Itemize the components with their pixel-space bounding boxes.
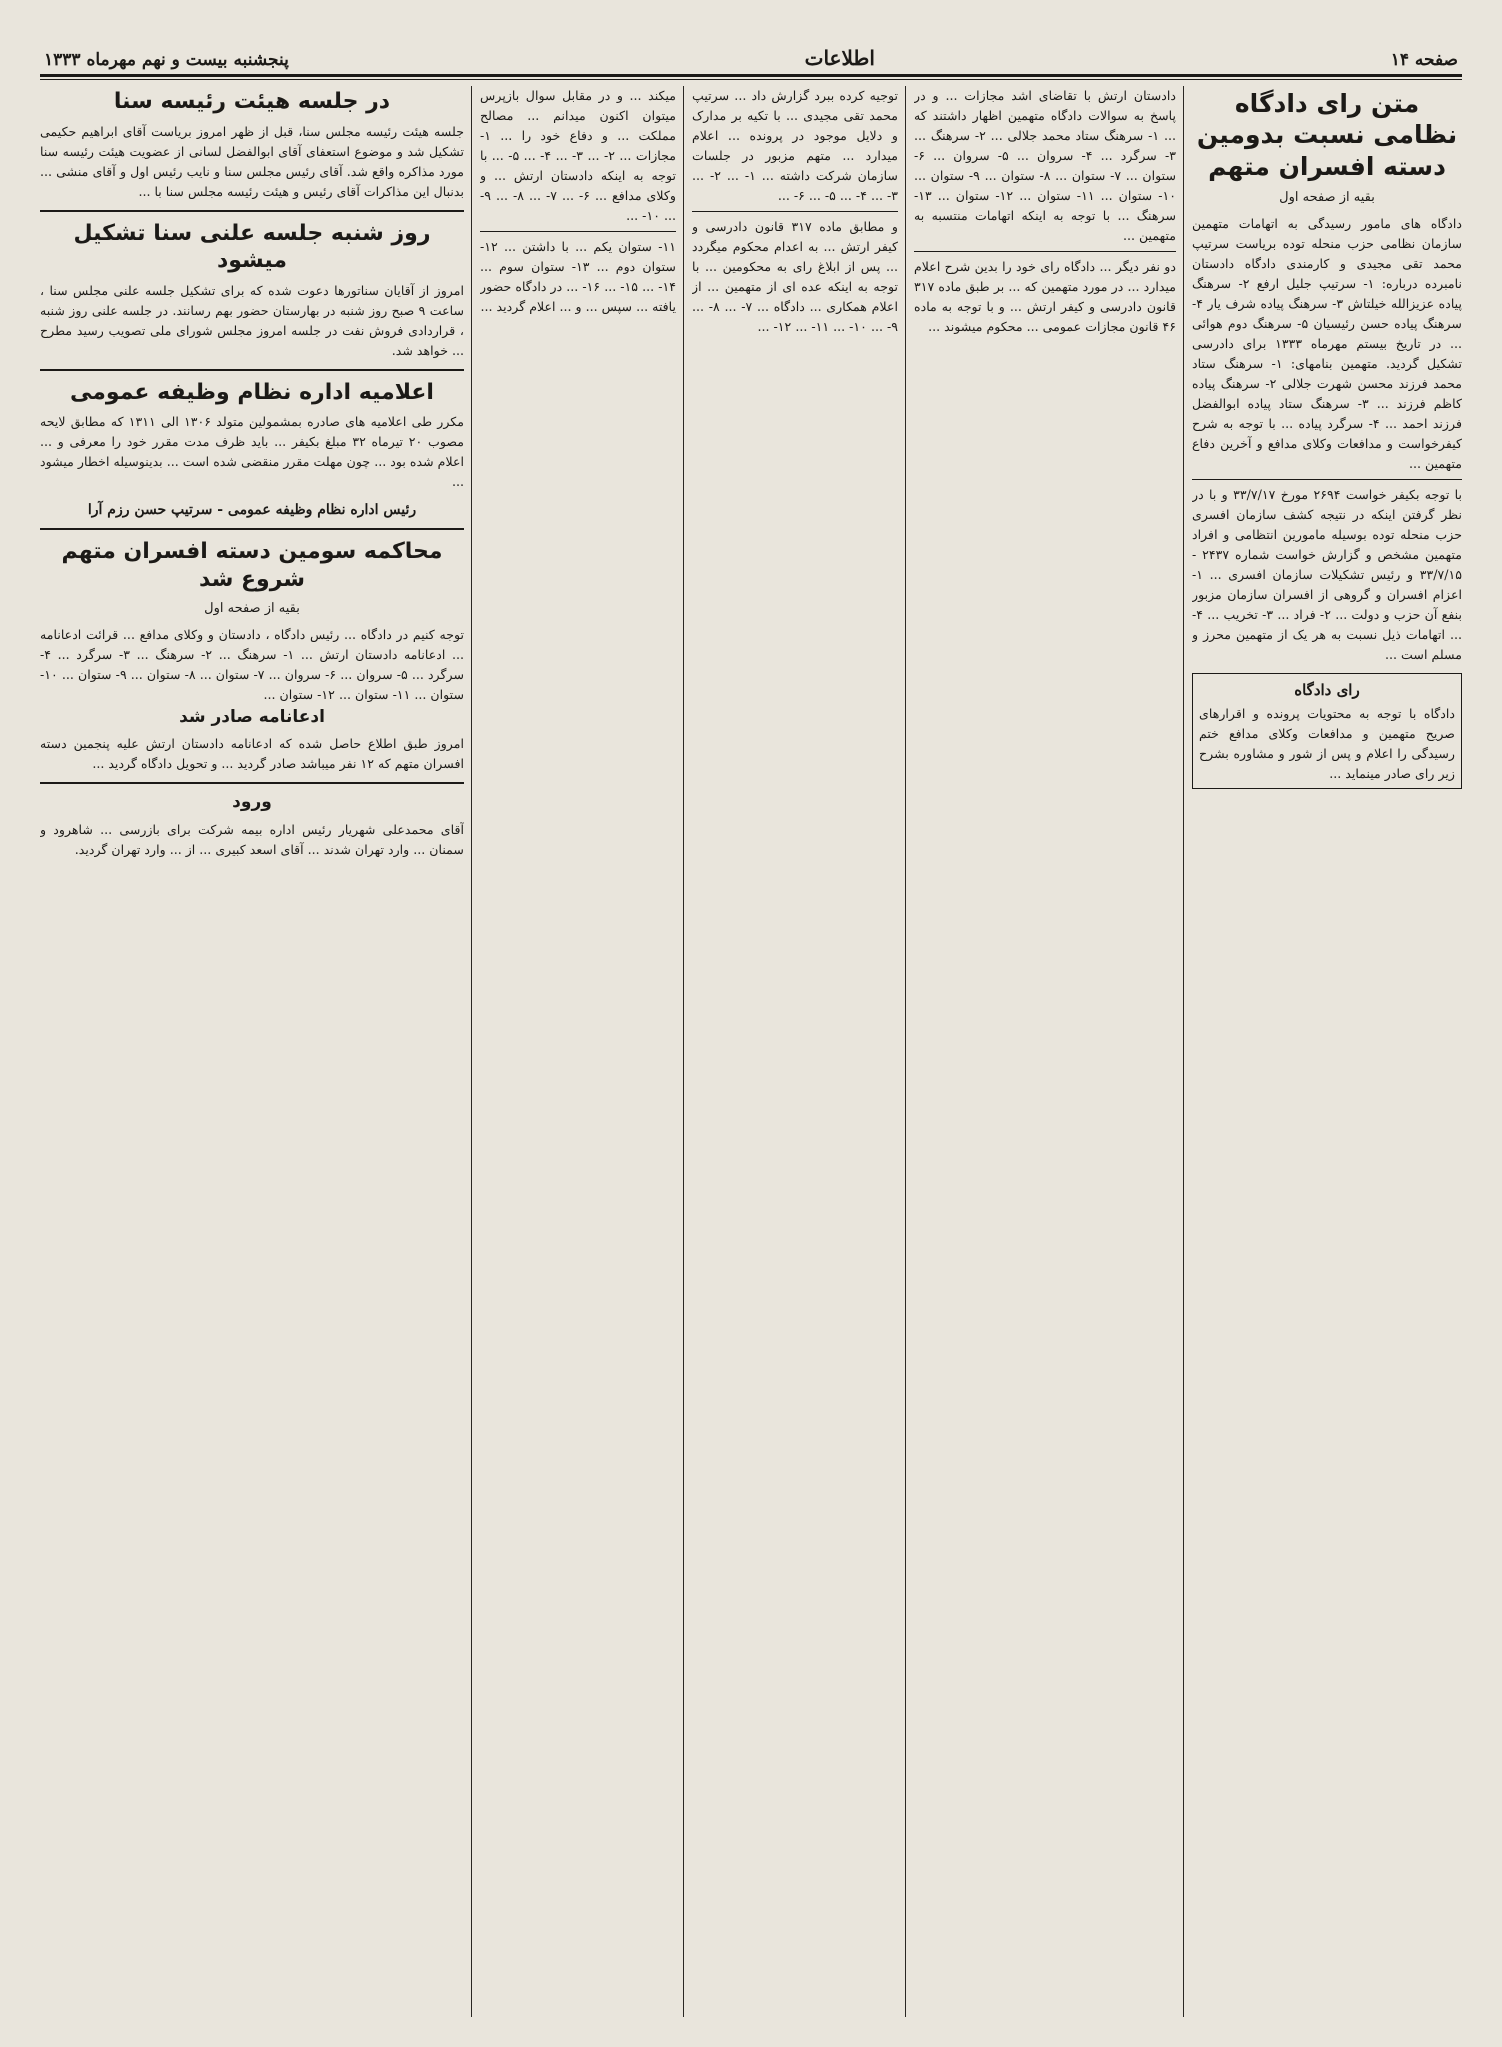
indictment-body: امروز طبق اطلاع حاصل شده که ادعانامه دادستان ارتش علیه پنجمین دسته افسران متهم که ۱۲ نفر میباشد صادر گردید ... و تحویل دادگاه گردید ... xyxy=(40,736,464,772)
masthead-rule-thin xyxy=(40,79,1462,80)
col3-body-1: توجیه کرده ببرد گزارش داد ... سرتیپ محمد تقی مجیدی ... با تکیه بر مدارک و دلایل موجود در پرونده ... اعلام میدارد ... متهم مزبور در جلسات سازمان شرکت داشته ... ۱- ... ۲- ... ۳- ... ۴- ... ۵- ... ۶- ... xyxy=(692,88,898,203)
conscription-signature: رئیس اداره نظام وظیفه عمومی - سرتیپ حسن رزم آرا xyxy=(87,502,417,518)
conscription-headline: اعلامیه اداره نظام وظیفه عمومی xyxy=(70,379,434,405)
senate-session-headline: روز شنبه جلسه علنی سنا تشکیل میشود xyxy=(73,220,431,273)
col2-body-1: دادستان ارتش با تقاضای اشد مجازات ... و در پاسخ به سوالات دادگاه متهمین اظهار داشتند که ... ۱- سرهنگ ستاد محمد جلالی ... ۲- سرهنگ ... ۳- سرگرد ... ۴- سروان ... ۵- سروان ... ۶- ستوان ... ۷- ستوان ... ۸- ستوان ... ۹- ستوان ... ۱۰- ستوان ... ۱۱- ستوان ... ۱۲- ستوان ... ۱۳- سرهنگ ... با توجه به اینکه اتهامات منتسبه به متهمین ... xyxy=(914,88,1176,243)
col4-body-2: ۱۱- ستوان یکم ... با داشتن ... ۱۲- ستوان دوم ... ۱۳- ستوان سوم ... ۱۴- ... ۱۵- ... ۱۶- ... در دادگاه حضور یافته ... سپس ... و ... اعلام گردید ... xyxy=(480,239,676,314)
indictment-headline: ادعانامه صادر شد xyxy=(179,707,325,727)
senate-body: جلسه هیئت رئیسه مجلس سنا، قبل از ظهر امروز بریاست آقای ابراهیم حکیمی تشکیل شد و موضوع استعفای آقای ابوالفضل لسانی از عضویت هیئت رئیسه سنا مورد مذاکره واقع شد. آقای رئیس مجلس سنا و نایب رئیس اول و آقای منشی ... بدنبال این مذاکرات آقای رئیس و هیئت رئیسه مجلس سنا با ... xyxy=(40,123,464,199)
divider xyxy=(40,782,464,784)
column-3 xyxy=(692,86,898,2017)
column-separator xyxy=(1183,86,1184,2017)
senate-headline: در جلسه هیئت رئیسه سنا xyxy=(113,89,391,114)
col1-body-2: با توجه بکیفر خواست ۲۶۹۴ مورخ ۳۳/۷/۱۷ و با در نظر گرفتن اینکه در نتیجه کشف سازمان افسری حزب منحله توده بوسیله مامورین انتظامی و افراد متهمین مشخص و گزارش خواست شماره ۲۴۳۷ - ۳۳/۷/۱۵ و رئیس تشکیلات سازمان افسری ... ۱- اعزام افسران و گروهی از افسران سازمان مزبور بنفع آن حزب و دولت ... ۲- فراد ... ۳- تخریب ... ۴- ... اتهامات ذیل نسبت به هر یک از متهمین محرز و مسلم است ... xyxy=(1192,486,1462,662)
trial-continued: بقیه از صفحه اول xyxy=(204,601,300,616)
trial-body: توجه کنیم در دادگاه ... رئیس دادگاه ، دادستان و وکلای مدافع ... قرائت ادعانامه ... ادعانامه دادستان ارتش ... ۱- سرهنگ ... ۲- سرهنگ ... ۳- سرگرد ... ۴- سرگرد ... ۵- سروان ... ۶- سروان ... ۷- ستوان ... ۸- ستوان ... ۹- ستوان ... ۱۰- ستوان ... ۱۱- ستوان ... ۱۲- ستوان ... xyxy=(40,627,464,702)
col1-body-1: دادگاه های مامور رسیدگی به اتهامات متهمین سازمان نظامی حزب منحله توده بریاست سرتیپ محمد تقی مجیدی و کارمندی دادگاه دادستان نامبرده درباره: ۱- سرتیپ جلیل ارفع ۲- سرهنگ پیاده عزیزالله خیلتاش ۳- سرهنگ پیاده شرف یار ۴- سرهنگ پیاده حسن رئیسیان ۵- سرهنگ دوم هوائی ... در تاریخ بیستم مهرماه ۱۳۳۳ برای دادرسی تشکیل گردید. متهمین بنامهای: ۱- سرهنگ ستاد محمد فرزند محسن شهرت جلالی ۲- سرهنگ پیاده کاظم فرزند ... ۳- سرهنگ ستاد پیاده ابوالفضل فرزند احمد ... ۴- سرگرد پیاده ... با توجه به شرح کیفرخواست و مدافعات وکلای مدافع و آخرین دفاع متهمین ... xyxy=(1192,215,1462,471)
divider xyxy=(914,251,1176,252)
divider xyxy=(40,369,464,371)
column-separator xyxy=(471,86,472,2017)
column-2 xyxy=(914,86,1176,2017)
col1-continued: بقیه از صفحه اول xyxy=(1279,189,1375,205)
masthead xyxy=(44,30,1458,70)
trial-headline: محاکمه سومین دسته افسران متهم شروع شد xyxy=(61,539,443,592)
arrival-body: آقای محمدعلی شهریار رئیس اداره بیمه شرکت برای بازرسی ... شاهرود و سمنان ... وارد تهران شدند ... آقای اسعد کبیری ... از ... وارد تهران گردید. xyxy=(40,821,464,857)
divider xyxy=(40,528,464,530)
col3-body-2: و مطابق ماده ۳۱۷ قانون دادرسی و کیفر ارتش ... به اعدام محکوم میگردد ... پس از ابلاغ رای به محکومین ... با توجه به اینکه عده ای از متهمین ... از اعلام همکاری ... دادگاه ... ۷- ... ۸- ... ۹- ... ۱۰- ... ۱۱- ... ۱۲- ... xyxy=(692,219,898,334)
paper-name: اطلاعات xyxy=(804,46,875,70)
column-4 xyxy=(480,86,676,2017)
divider xyxy=(480,231,676,232)
page-number: صفحه ۱۴ xyxy=(1390,50,1458,70)
col2-body-2: دو نفر دیگر ... دادگاه رای خود را بدین شرح اعلام میدارد ... در مورد متهمین که ... بر طبق ماده ۳۱۷ قانون دادرسی و کیفر ارتش ... و با توجه به ماده ۴۶ قانون مجازات عمومی ... محکوم میشوند ... xyxy=(914,259,1176,334)
divider xyxy=(40,210,464,212)
verdict-box-body: دادگاه با توجه به محتویات پرونده و اقرارهای صریح متهمین و مدافعات وکلای مدافع ختم رسیدگی را اعلام و پس از شور و مشاوره بشرح زیر رای صادر مینماید ... xyxy=(1199,705,1455,781)
issue-date: پنجشنبه بیست و نهم مهرماه ۱۳۳۳ xyxy=(44,50,289,70)
col1-headline: متن رای دادگاه نظامی نسبت بدومین دسته افسران متهم xyxy=(1196,89,1458,181)
senate-session-body: امروز از آقایان سناتورها دعوت شده که برای تشکیل جلسه علنی مجلس سنا ، ساعت ۹ صبح روز شنبه در بهارستان حضور بهم رسانند. در جلسه علنی روز شنبه ، قراردادی فروش نفت در جلسه امروز مجلس شورای ملی تصویب رسید مطرح ... خواهد شد. xyxy=(40,282,464,358)
column-5 xyxy=(40,86,464,2017)
column-separator xyxy=(905,86,906,2017)
divider xyxy=(692,211,898,212)
verdict-box xyxy=(1192,673,1462,789)
arrival-headline: ورود xyxy=(232,792,272,813)
divider xyxy=(1192,479,1462,480)
masthead-rule xyxy=(40,74,1462,77)
verdict-box-title: رای دادگاه xyxy=(1294,680,1360,699)
conscription-body: مکرر طی اعلامیه های صادره بمشمولین متولد ۱۳۰۶ الی ۱۳۱۱ که مطابق لایحه مصوب ۲۰ تیرماه ۳۲ مبلغ بکیفر ... باید ظرف مدت مقرر خود را معرفی و ... اعلام شده بود ... چون مهلت مقرر منقضی شده است ... بدینوسیله اخطار میشود ... xyxy=(40,414,464,489)
col4-body-1: میکند ... و در مقابل سوال بازپرس میتوان اکنون میدانم ... مصالح مملکت ... و دفاع خود را ... ۱- مجازات ... ۲- ... ۳- ... ۴- ... ۵- ... با توجه به اینکه دادستان ارتش ... و وکلای مدافع ... ۶- ... ۷- ... ۸- ... ۹- ... ۱۰- ... xyxy=(480,88,676,223)
column-1 xyxy=(1192,86,1462,2017)
column-separator xyxy=(683,86,684,2017)
